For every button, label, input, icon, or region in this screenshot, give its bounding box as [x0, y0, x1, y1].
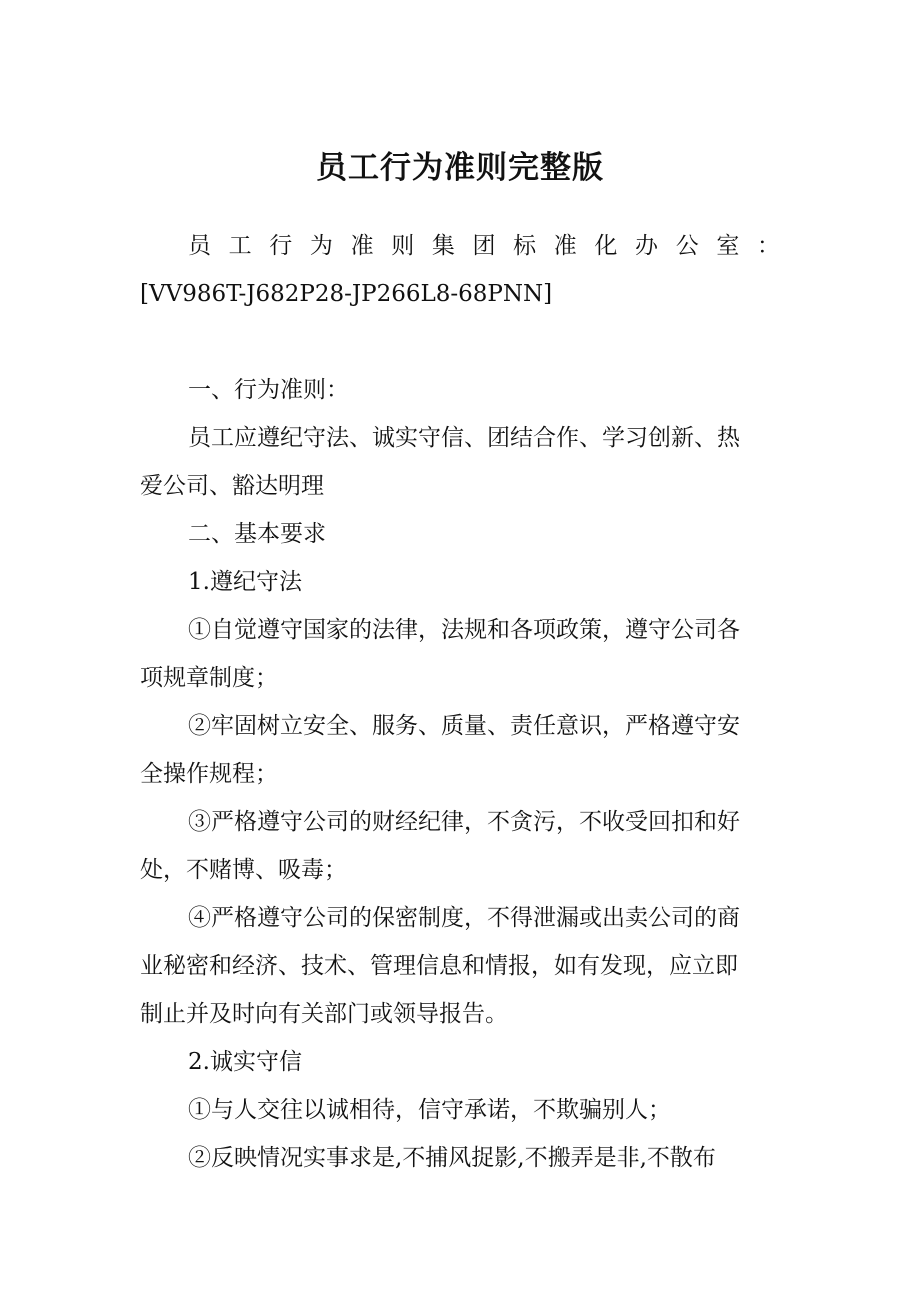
subtitle-char: 化: [594, 233, 618, 259]
paragraph-line: ①与人交往以诚相待，信守承诺，不欺骗别人；: [188, 1097, 671, 1123]
paragraph-line: 一、行为准则：: [188, 377, 349, 403]
subtitle-char: 办: [635, 233, 659, 259]
paragraph-line: 制止并及时向有关部门或领导报告。: [140, 1001, 508, 1027]
paragraph-line: ③严格遵守公司的财经纪律，不贪污，不收受回扣和好: [188, 809, 740, 835]
paragraph-line: 1.遵纪守法: [188, 569, 302, 595]
subtitle-char: 标: [513, 233, 537, 259]
subtitle-char: 团: [472, 233, 496, 259]
subtitle-char: 工: [228, 233, 252, 259]
paragraph-line: 业秘密和经济、技术、管理信息和情报，如有发现，应立即: [140, 953, 738, 979]
paragraph-line: ②牢固树立安全、服务、质量、责任意识，严格遵守安: [188, 713, 740, 739]
paragraph-line: ②反映情况实事求是,不捕风捉影,不搬弄是非,不散布: [188, 1145, 716, 1171]
paragraph-line: ④严格遵守公司的保密制度，不得泄漏或出卖公司的商: [188, 905, 740, 931]
document-code: [VV986T-J682P28-JP266L8-68PNN]: [140, 281, 553, 307]
document-subtitle: [140, 230, 780, 262]
subtitle-char: 室: [716, 233, 740, 259]
subtitle-char: 为: [309, 233, 333, 259]
subtitle-char: 准: [350, 233, 374, 259]
subtitle-char: 则: [391, 233, 415, 259]
subtitle-char: 公: [675, 233, 699, 259]
subtitle-char: 准: [553, 233, 577, 259]
paragraph-line: ①自觉遵守国家的法律，法规和各项政策，遵守公司各: [188, 617, 740, 643]
paragraph-line: 员工应遵纪守法、诚实守信、团结合作、学习创新、热: [188, 425, 740, 451]
paragraph-line: 全操作规程；: [140, 761, 278, 787]
paragraph-line: 爱公司、豁达明理: [140, 473, 324, 499]
paragraph-line: 项规章制度；: [140, 665, 278, 691]
subtitle-char: 集: [431, 233, 455, 259]
paragraph-line: 处，不赌博、吸毒；: [140, 857, 347, 883]
document-title: 员工行为准则完整版: [316, 150, 604, 186]
paragraph-line: 二、基本要求: [188, 521, 326, 547]
subtitle-char: 员: [188, 233, 211, 259]
subtitle-char: 行: [269, 233, 293, 259]
paragraph-line: 2.诚实守信: [188, 1049, 302, 1075]
subtitle-char: ：: [756, 233, 780, 259]
